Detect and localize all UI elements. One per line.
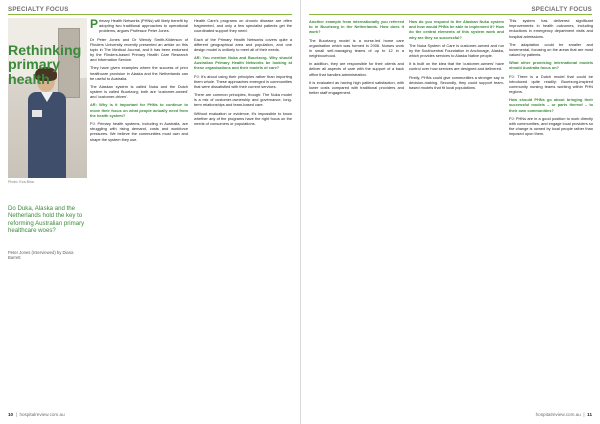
page-number: 10 bbox=[8, 412, 14, 417]
interview-question: How do you respond to the Alaskan Nuka system and how would PHNs be able to implement it? How do the central elements of this system work and why are they so successful? bbox=[409, 19, 504, 40]
body-paragraph: The Buurtzorg model is a nurse-led home care organisation which was formed in 2006. Nurses work in small self-managing teams of up to 12 in a neighbourhood. bbox=[309, 37, 404, 59]
body-paragraph: In addition, they are responsible for their clients and deliver all aspects of care with the support of a back office that handles administration. bbox=[309, 61, 404, 77]
interview-answer: PJ: PHNs are in a good position to work directly with communities, and engage local providers so the change is owned by local people rather than imposed upon them. bbox=[509, 115, 593, 137]
person-torso bbox=[28, 92, 66, 178]
hero-photo bbox=[8, 18, 87, 178]
footer-site: hospitalreview.com.au bbox=[19, 412, 65, 417]
body-paragraph: This system has delivered significant improvements in health outcomes, including reductions in emergency department visits and hospital admissions. bbox=[509, 18, 593, 39]
body-paragraph: It is built on the idea that the 'customer-owners' have control over how services are designed and delivered. bbox=[409, 61, 504, 72]
title-line-2: primary health bbox=[8, 57, 61, 88]
right-column-1 bbox=[309, 18, 404, 408]
title-line-1: Rethinking bbox=[8, 43, 82, 59]
footer-right: hospitalreview.com.au | 11 bbox=[535, 412, 592, 417]
body-paragraph: Each of the Primary Health Networks covers quite a different geographical area and population, and one design model is unlikely to meet all of their needs. bbox=[194, 36, 292, 52]
interview-answer: PJ: It's about using their principles rather than importing them whole. These approaches emerged in communities that were dissatisfied with their current services. bbox=[194, 73, 292, 89]
footer-site: hospitalreview.com.au bbox=[535, 412, 581, 417]
pullquote: Do Duka, Alaska and the Netherlands hold the key to reforming Australian primary healthcare woes? bbox=[8, 205, 85, 235]
body-paragraph: Firstly, PHNs could give communities a stronger say in decision-making. Secondly, they could support team-based models that fit local populations. bbox=[409, 74, 504, 90]
footer-left: 10 | hospitalreview.com.au bbox=[8, 412, 65, 417]
body-paragraph: There are common principles, though: The Nuka model is a mix of customer-ownership and governance, long-term relationships and team-based care. bbox=[194, 92, 292, 108]
photo-credit: Photo: Eva Bina bbox=[8, 180, 34, 184]
person-badge bbox=[32, 110, 42, 117]
right-column-2 bbox=[409, 18, 504, 408]
left-column-1 bbox=[90, 18, 188, 408]
body-paragraph: Health Care's programs on chronic disease are often fragmented, and only a few specialist patients get the coordinated support they need. bbox=[194, 18, 292, 34]
interview-answer: PJ: Primary health systems, including in Australia, are struggling with rising demand, costs and workforce pressures. We believe the communities must own and shape the system they use. bbox=[90, 120, 188, 142]
right-column-3 bbox=[509, 18, 593, 408]
byline: Peter Jones (Interviewed) by Diana Barrett bbox=[8, 250, 74, 261]
page-number: 11 bbox=[587, 412, 592, 417]
interview-question: What other promising international models should Australia focus on? bbox=[509, 60, 593, 71]
header-rule bbox=[309, 14, 592, 15]
body-paragraph: Dr Peter Jones and Dr Wendy Smith-Kilderson of Flinders University recently presented an article on this topic in The Medical Journal, and it has been endorsed by the Flinders-based Primary Health Care Research and Information Service. bbox=[90, 36, 188, 63]
interview-question: AR: You mention Nuka and Buurtzorg. Why should Australian Primary Health Networks be looking at these organisations and their models of care? bbox=[194, 55, 292, 71]
interview-answer: PJ: There is a Dutch model that could be introduced quite readily: Buurtzorg-inspired community nursing teams working within PHN regions. bbox=[509, 73, 593, 95]
body-paragraph: Primary Health Networks (PHNs) will likely benefit by adopting two traditional approaches to operational problems, argues Professor Peter Jones. bbox=[90, 17, 188, 34]
body-paragraph: The adaptation could be smaller and incremental, focusing on the areas that are most valued by patients. bbox=[509, 41, 593, 58]
section-header: SPECIALTY FOCUS bbox=[531, 6, 592, 13]
interview-question: AR: Why is it important for PHNs to continue to move their focus on what people actually need from the health system? bbox=[90, 102, 188, 118]
left-column-2 bbox=[194, 18, 292, 408]
body-paragraph: It is evaluated as having high patient satisfaction, with lower costs compared with traditional providers and better staff engagement. bbox=[309, 79, 404, 96]
section-header: SPECIALTY FOCUS bbox=[8, 6, 69, 13]
body-paragraph: The Alaskan system is called Nuka and the Dutch system is called Buurtzorg; both are 'customer-owned' and 'customer-driven'. bbox=[90, 83, 188, 100]
body-paragraph: The Nuka System of Care is customer-owned and run by the Southcentral Foundation in Anchorage, Alaska, which provides services to Alaska Native people. bbox=[409, 42, 504, 59]
body-paragraph: Without evaluation or evidence, it's impossible to know whether any of the programs have the right focus on the needs of consumers or populations. bbox=[194, 110, 292, 126]
article-title bbox=[8, 44, 88, 87]
body-paragraph: They have given examples where the success of prior healthcare provision in Alaska and the Netherlands can be useful to Australia. bbox=[90, 65, 188, 81]
right-page bbox=[300, 0, 600, 424]
header-rule bbox=[8, 14, 292, 15]
interview-question: How should PHNs go about bringing their successful models – or parts thereof – to their own communities? bbox=[509, 97, 593, 113]
interview-question: Another example from internationally you referred to in Buurtzorg in the Netherlands. How does it work? bbox=[309, 19, 404, 35]
